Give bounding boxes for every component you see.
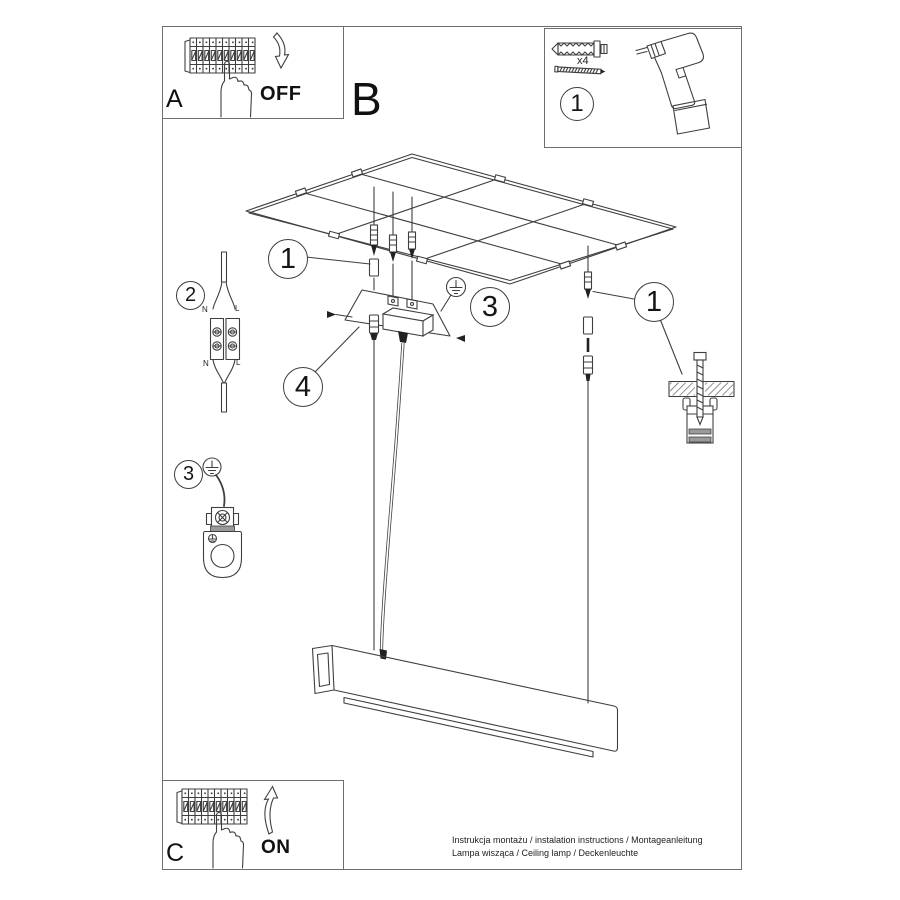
callout-number: 4 bbox=[294, 370, 312, 403]
wire-label-bottom-n: N bbox=[203, 359, 209, 368]
callout-number: 3 bbox=[481, 290, 499, 323]
anchor-quantity-label: x4 bbox=[577, 55, 589, 67]
callout-step-1-tools bbox=[560, 87, 594, 121]
callout-3-canopy-ground bbox=[470, 287, 510, 327]
wire-connector-detail bbox=[211, 252, 240, 412]
wire-label-bottom-l: L bbox=[236, 358, 241, 367]
callout-1-anchor-left bbox=[268, 239, 308, 279]
ceiling-grid bbox=[246, 154, 676, 284]
power-off-label: OFF bbox=[260, 83, 302, 105]
section-b-label: B bbox=[351, 73, 382, 125]
callout-1-anchor-right bbox=[634, 282, 674, 322]
power-on-label: ON bbox=[261, 837, 291, 858]
callout-number: 2 bbox=[184, 284, 197, 306]
terminal-screws bbox=[213, 328, 237, 350]
canopy-assembly bbox=[327, 290, 465, 343]
callout-2-connector bbox=[176, 281, 205, 310]
footer-line-2: Lampa wisząca / Ceiling lamp / Deckenleuchte bbox=[452, 847, 639, 858]
footer-line-1: Instrukcja montażu / instalation instructions / Montageanleitung bbox=[452, 835, 703, 845]
callout-number: 1 bbox=[570, 90, 584, 117]
panel-c-box bbox=[162, 780, 344, 870]
callout-number: 1 bbox=[279, 242, 297, 275]
callout-number: 1 bbox=[645, 285, 663, 318]
ground-terminal-detail bbox=[203, 458, 242, 578]
callout-4-canopy bbox=[283, 367, 323, 407]
pendant-lamp bbox=[313, 340, 618, 757]
panel-c-label: C bbox=[166, 839, 185, 867]
panel-a-box bbox=[162, 26, 344, 119]
ground-symbol-canopy bbox=[447, 278, 466, 297]
wire-label-top-n: N bbox=[202, 305, 208, 314]
wire-label-top-l: L bbox=[235, 304, 240, 313]
callout-number: 3 bbox=[182, 463, 195, 485]
panel-a-label: A bbox=[166, 85, 183, 113]
grid-splices bbox=[295, 169, 626, 269]
callout-3-ground-detail bbox=[174, 460, 203, 489]
attach-arrow-right bbox=[456, 335, 465, 342]
footer-text bbox=[452, 834, 703, 859]
attach-arrow-left bbox=[327, 311, 336, 318]
